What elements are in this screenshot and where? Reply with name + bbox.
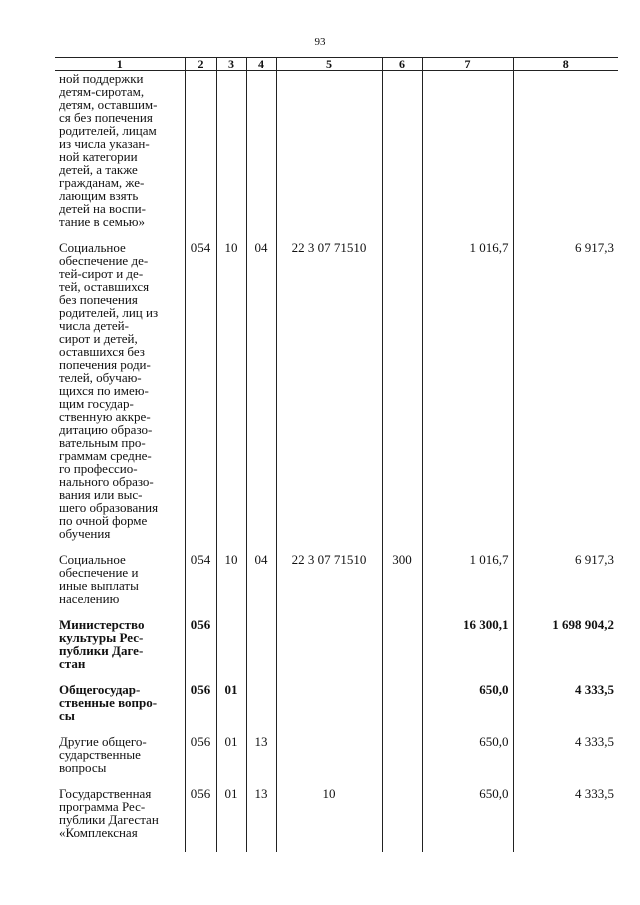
row-admin-code xyxy=(185,618,216,683)
row-expense-type xyxy=(382,735,422,787)
table-row xyxy=(55,71,618,242)
row-admin-code-text: 054 xyxy=(190,240,211,255)
row-amount-2-text: 6 917,3 xyxy=(575,552,614,567)
row-amount-1-text: 650,0 xyxy=(479,682,509,697)
row-target-article xyxy=(276,787,382,852)
row-expense-type-text: 300 xyxy=(392,552,412,567)
row-name-text: Другие общего- сударственные вопросы xyxy=(59,734,147,775)
row-amount-1 xyxy=(422,683,513,735)
row-target-article-text: 22 3 07 71510 xyxy=(291,240,367,255)
row-amount-2-text: 4 333,5 xyxy=(575,786,614,801)
row-subsection-text: 04 xyxy=(254,552,268,567)
row-amount-2 xyxy=(513,553,618,618)
row-amount-1 xyxy=(422,787,513,852)
row-name-text: Государственная программа Рес- публики Дагестан «Комплексная xyxy=(59,786,159,840)
row-section xyxy=(216,241,246,553)
row-amount-2 xyxy=(513,683,618,735)
row-subsection xyxy=(246,735,276,787)
row-section xyxy=(216,618,246,683)
column-header-5: 5 xyxy=(276,58,382,71)
row-name-text: Социальное обеспечение де- тей-сирот и де- тей, оставшихся без попечения родителей, лиц из числа детей- сирот и детей, оставшихся без попечения роди- телей, обучаю- щихся по имею- щим государ- ственную аккре- дитацию образо- вательным про- граммам средне- го профессио- нального образо- вания или выс- шего образования по очной форме обучения xyxy=(59,240,159,541)
row-admin-code-text: 054 xyxy=(190,552,211,567)
page-number: 93 xyxy=(314,36,326,48)
row-subsection xyxy=(246,241,276,553)
row-admin-code xyxy=(185,241,216,553)
row-section-text: 10 xyxy=(224,240,238,255)
column-header-6: 6 xyxy=(382,58,422,71)
table-row xyxy=(55,735,618,787)
row-expense-type xyxy=(382,241,422,553)
row-subsection xyxy=(246,553,276,618)
row-amount-2-text: 1 698 904,2 xyxy=(552,617,614,632)
row-amount-1 xyxy=(422,71,513,242)
row-admin-code xyxy=(185,71,216,242)
row-amount-2-text: 6 917,3 xyxy=(575,240,614,255)
row-target-article xyxy=(276,241,382,553)
row-amount-1 xyxy=(422,241,513,553)
row-admin-code xyxy=(185,683,216,735)
row-admin-code xyxy=(185,553,216,618)
row-amount-2 xyxy=(513,618,618,683)
row-name-text: Министерство культуры Рес- публики Даге- стан xyxy=(59,617,145,671)
row-name xyxy=(55,683,185,735)
row-admin-code-text: 056 xyxy=(190,786,211,801)
row-name xyxy=(55,71,185,242)
row-amount-1-text: 1 016,7 xyxy=(469,240,509,255)
row-name-text: Социальное обеспечение и иные выплаты населению xyxy=(59,552,139,606)
row-target-article xyxy=(276,683,382,735)
row-amount-2 xyxy=(513,71,618,242)
row-section-text: 10 xyxy=(224,552,238,567)
row-subsection xyxy=(246,71,276,242)
row-amount-1-text: 16 300,1 xyxy=(463,617,509,632)
row-target-article xyxy=(276,735,382,787)
row-name xyxy=(55,735,185,787)
row-admin-code-text: 056 xyxy=(190,682,211,697)
row-name xyxy=(55,618,185,683)
row-section xyxy=(216,553,246,618)
row-admin-code-text: 056 xyxy=(190,734,211,749)
column-header-2: 2 xyxy=(185,58,216,71)
table-row xyxy=(55,553,618,618)
row-name-text: Общегосудар- ственные вопро- сы xyxy=(59,682,158,723)
table-row xyxy=(55,787,618,852)
budget-table xyxy=(55,57,618,852)
row-amount-2 xyxy=(513,735,618,787)
row-expense-type xyxy=(382,787,422,852)
table-row xyxy=(55,241,618,553)
row-admin-code-text: 056 xyxy=(190,617,211,632)
row-section-text: 01 xyxy=(224,734,238,749)
table-header-row xyxy=(55,58,618,71)
row-amount-2-text: 4 333,5 xyxy=(575,682,614,697)
column-header-4: 4 xyxy=(246,58,276,71)
row-name xyxy=(55,553,185,618)
row-name-text: ной поддержки детям-сиротам, детям, оставшим- ся без попечения родителей, лицам из числа указан- ной категории детей, а также гражданам, же- лающим взять детей на воспи- тание в семью» xyxy=(59,71,158,229)
row-section xyxy=(216,71,246,242)
row-subsection xyxy=(246,618,276,683)
column-header-1: 1 xyxy=(55,58,185,71)
column-header-7: 7 xyxy=(422,58,513,71)
row-subsection-text: 04 xyxy=(254,240,268,255)
row-subsection xyxy=(246,787,276,852)
row-section-text: 01 xyxy=(224,682,238,697)
row-section xyxy=(216,735,246,787)
row-expense-type xyxy=(382,71,422,242)
row-subsection xyxy=(246,683,276,735)
column-header-8: 8 xyxy=(513,58,618,71)
row-amount-1 xyxy=(422,553,513,618)
row-amount-2 xyxy=(513,787,618,852)
row-expense-type xyxy=(382,553,422,618)
row-amount-1-text: 650,0 xyxy=(479,734,509,749)
row-section-text: 01 xyxy=(224,786,238,801)
row-amount-2-text: 4 333,5 xyxy=(575,734,614,749)
column-header-3: 3 xyxy=(216,58,246,71)
row-amount-1-text: 1 016,7 xyxy=(469,552,509,567)
table-row xyxy=(55,618,618,683)
row-expense-type xyxy=(382,683,422,735)
row-amount-2 xyxy=(513,241,618,553)
row-admin-code xyxy=(185,735,216,787)
row-target-article xyxy=(276,553,382,618)
row-target-article-text: 22 3 07 71510 xyxy=(291,552,367,567)
table-row xyxy=(55,683,618,735)
row-target-article-text: 10 xyxy=(322,786,336,801)
row-admin-code xyxy=(185,787,216,852)
row-section xyxy=(216,787,246,852)
row-section xyxy=(216,683,246,735)
row-amount-1 xyxy=(422,735,513,787)
row-amount-1 xyxy=(422,618,513,683)
row-subsection-text: 13 xyxy=(254,734,268,749)
row-amount-1-text: 650,0 xyxy=(479,786,509,801)
row-name xyxy=(55,787,185,852)
row-subsection-text: 13 xyxy=(254,786,268,801)
row-name xyxy=(55,241,185,553)
row-target-article xyxy=(276,618,382,683)
row-expense-type xyxy=(382,618,422,683)
row-target-article xyxy=(276,71,382,242)
